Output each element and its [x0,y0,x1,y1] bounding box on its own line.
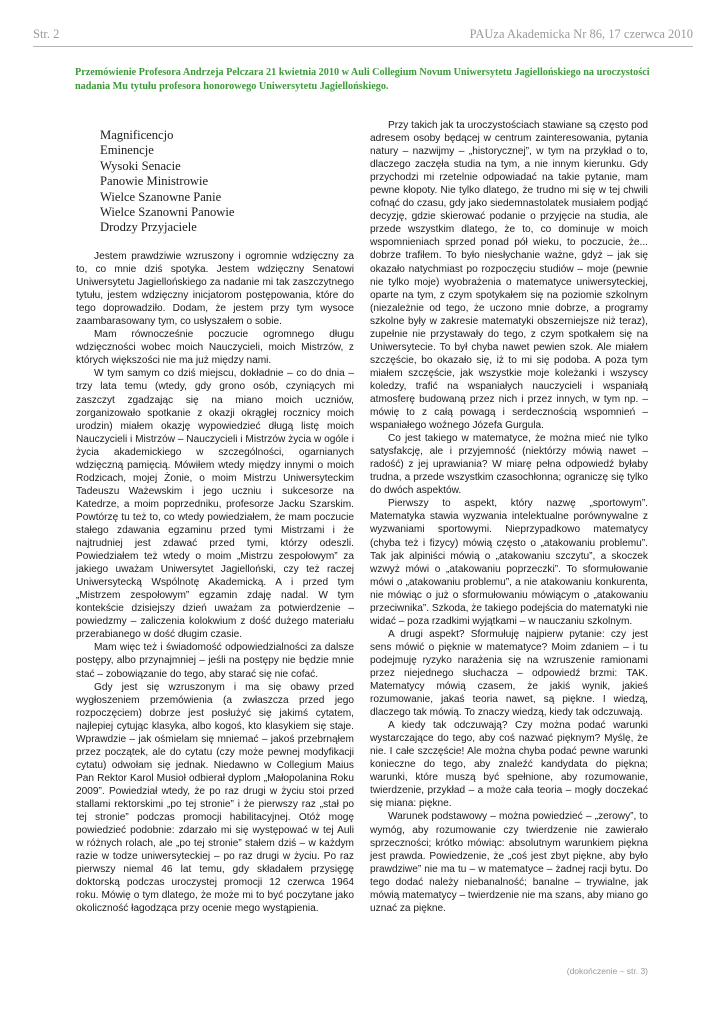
paragraph: Mam więc też i świadomość odpowiedzialności za dalsze postępy, albo przynajmniej – jeśli na postępy nie będzie mnie stać – zobowiązanie do tego, aby starać się nie cofać. [76,642,354,680]
continuation-note: (dokończenie – str. 3) [566,966,648,976]
paragraph: Przy takich jak ta uroczystościach stawiane są często pod adresem osoby będącej w centrum zainteresowania, pytania natury – nazwijmy – „historycznej”, w tym na przykład o to, dlaczego zaczęła studia na tym, a nie innym kierunku. Gdy przychodzi mi rzetelnie odpowiadać na takie pytanie, mam pewne kłopoty. Nie tylko dlatego, że trudno mi się w tej chwili cofnąć do czasu, gdy jako siedemnastolatek musiałem podjąć decyzję, gdzie skierować podanie o przyjęcie na studia, ale przede wszystkim dlatego, że to, co dominuje w moich wspomnieniach sprzed ponad pół wieku, to poczucie, że... dobrze trafiłem. To było niesłychanie ważne, gdyż – jak się okazało natychmiast po rozpoczęciu studiów – moje (pewnie nie tylko moje) wyobrażenia o matematyce uniwersyteckiej, oparte na tym, z czym spotykałem się na poziomie szkolnym (niezależnie od tego, że uczono mnie dobrze, a programy szkolne były w zakresie matematyki obszerniejsze niż teraz), zupełnie nie przystawały do tego, z czym spotkałem się na Uniwersytecie. To był chyba nawet pewien szok. Ale miałem szczęście, bo okazało się, iż to mi się podoba. A poza tym miałem szczęście, jak wszystkie moje koleżanki i wszyscy koledzy, trafić na wspaniałych nauczycieli i wspaniałą atmosferę budowaną przez nich i przez innych, w tym np. – mówię to z całą powagą i serdecznością wspomnień – wspaniałego woźnego Józefa Gurgula. [370,120,648,432]
paragraph: Mam równocześnie poczucie ogromnego długu wdzięczności wobec moich Nauczycieli, moich Mistrzów, z których większości nie ma już między nami. [76,329,354,367]
right-column [370,119,648,915]
paragraph: W tym samym co dziś miejscu, dokładnie – co do dnia – trzy lata temu (wtedy, gdy grono osób, czyniących mi zaszczyt zgadzając się na miano moich uczniów, zorganizowało spotkanie z okazji okrągłej rocznicy moich urodzin) miałem okazję wypowiedzieć długą listę moich Nauczycieli i Mistrzów – Nauczycieli i Mistrzów życia w ogóle i życia akademickiego w szczególności, ogarnianych wdzięczną pamięcią. Mówiłem wtedy między innymi o moich Rodzicach, mojej Żonie, o moim Mistrzu Uniwersyteckim Tadeuszu Ważewskim i jego uczniu i sukcesorze na Katedrze, a moim poprzedniku, profesorze Jacku Szarskim. Powtórzę tu też to, co wtedy powiedziałem, że mam poczucie stałego zdawania egzaminu przed tymi Mistrzami i że najtrudniej jest zdawać przed tymi, którzy odeszli. Powiedziałem też wtedy o moim „Mistrzu zespołowym” za jakiego uważam Uniwersytet Jagielloński, czy też raczej Uniwersytecką Wspólnotę Akademicką. A i przed tym „Mistrzem zespołowym” egzamin zdaję nadal. W tym kontekście dzisiejszy dzień uważam za potwierdzenie – powiedzmy – zaliczenia kolokwium z dość dużego materiału przerabianego w dość długim czasie. [76,368,354,641]
paragraph: Warunek podstawowy – można powiedzieć – „zerowy”, to wymóg, aby rozumowanie czy twierdzenie nie zawierało sprzeczności; krótko mówiąc: absolutnym warunkiem piękna jest prawda. Powiedzenie, że „coś jest zbyt piękne, aby było prawdziwe” nie ma tu – w matematyce – żadnej racji bytu. Do tego dodać należy niebanalność; banalne – trywialne, jak mówią matematycy – twierdzenie nie ma szans, aby miano go uznać za piękne. [370,811,648,914]
page-number: Str. 2 [33,27,60,41]
salutation-line: Drodzy Przyjaciele [100,220,197,235]
publication-title: PAUza Akademicka Nr 86, 17 czerwca 2010 [469,27,693,41]
salutation-block [100,128,350,236]
salutation-line: Magnificencjo [100,128,174,142]
paragraph: Co jest takiego w matematyce, że można mieć nie tylko satysfakcję, ale i przyjemność (niektórzy mówią nawet – radość) z jej uprawiania? W miarę pełna odpowiedź byłaby trudna, a przede wszystkim czasochłonna; ograniczę się tylko do dwóch aspektów. [370,433,648,497]
paragraph: Pierwszy to aspekt, który nazwę „sportowym”. Matematyka stawia wyzwania intelektualne porównywalne z wyzwaniami sportowymi. Nieprzypadkowo matematycy (chyba też i fizycy) mówią często o „atakowaniu problemu”. Tak jak alpiniści mówią o „atakowaniu szczytu”, a skoczek wzwyż mówi o „atakowaniu poprzeczki”. To sformułowanie mówi o „atakowaniu problemu”, a nie atakowaniu konkurenta, nie mówiąc o już o sformułowaniu mówiącym o „atakowaniu przeciwnika”. Szkoda, że takiego podejścia do matematyki nie widać – poza rzadkimi wyjątkami – w nauczaniu szkolnym. [370,498,649,627]
salutation-line: Wielce Szanowne Panie [100,189,222,204]
salutation-line: Panowie Ministrowie [100,174,209,189]
paragraph: Jestem prawdziwie wzruszony i ogromnie wdzięczny za to, co mnie dziś spotyka. Jestem wdzięczny Senatowi Uniwersytetu Jagiellońskiego za nadanie mi tak zaszczytnego tytułu, jestem wdzięczny inicjatorom postępowania, które do tego doprowadziło. Dodam, że jestem przy tym wysoce zaambarasowany tym, co usłyszałem o sobie. [76,251,354,328]
salutation-line: Eminencje [100,143,154,158]
intro-heading: Przemówienie Profesora Andrzeja Pelczara 21 kwietnia 2010 w Auli Collegium Novum Uniwersytetu Jagiellońskiego na uroczystości nadania Mu tytułu profesora honorowego Uniwersytetu Jagiellońskiego. [75,67,650,92]
salutation-line: Wysoki Senacie [100,158,181,173]
salutation-line: Wielce Szanowni Panowie [100,205,235,220]
paragraph: A drugi aspekt? Sformułuję najpierw pytanie: czy jest sens mówić o pięknie w matematyce? Moim zdaniem – i tu podejmuję ryzyko narażenia się na wzruszenie ramionami przez niejednego słuchacza – odpowiedź brzmi: TAK. Matematycy mówią czasem, że jakiś wynik, jakieś rozumowanie, jakaś teoria nawet, są piękne. I wiedzą, dlaczego tak mówią. To znaczy wiedzą, kiedy tak odczuwają. [370,628,648,719]
paragraph: Gdy jest się wzruszonym i ma się obawy przed wygłoszeniem przemówienia (a zwłaszcza przed jego rozpoczęciem) dobrze jest posłużyć się jakimś cytatem, najlepiej cytując klasyka, albo kogoś, kto klasykiem się staje. Wprawdzie – jak ośmielam się mniemać – jakoś przebrnąłem przez początek, ale do cytatu (czy może pewnej modyfikacji cytatu) odwołam się jednak. Niedawno w Collegium Maius Pan Rektor Karol Musioł odbierał dyplom „Małopolanina Roku 2009”. Powiedział wtedy, że po raz drugi w życiu stoi przed stallami rektorskimi „po tej stronie” i że pierwszy raz „stał po tej stronie” podczas promocji habilitacyjnej. Otóż mogę powiedzieć podobnie: zdarzało mi się występować w tej Auli w różnych rolach, ale „po tej stronie” stałem dziś – w każdym razie w todze uniwersyteckiej – po raz drugi w życiu. Po raz pierwszy niemal 46 lat temu, gdy składałem przysięgę doktorską podczas uroczystej promocji 12 czerwca 1964 roku. Mówię o tym dlatego, że może mi to być poczytane jako okoliczność łagodząca przy ocenie mego wystąpienia. [76,681,354,915]
header-divider [33,46,693,47]
paragraph: A kiedy tak odczuwają? Czy można podać warunki wystarczające do tego, aby coś nazwać pięknym? Myślę, że nie. I całe szczęście! Ale można chyba podać pewne warunki konieczne do tego, aby znaleźć kandydata do piękna; warunki, które muszą być spełnione, aby rozumowanie, twierdzenie, przykład – a może cała teoria – mogły doczekać się miana: piękne. [370,720,648,810]
page-header [33,27,693,43]
left-column [76,250,354,915]
